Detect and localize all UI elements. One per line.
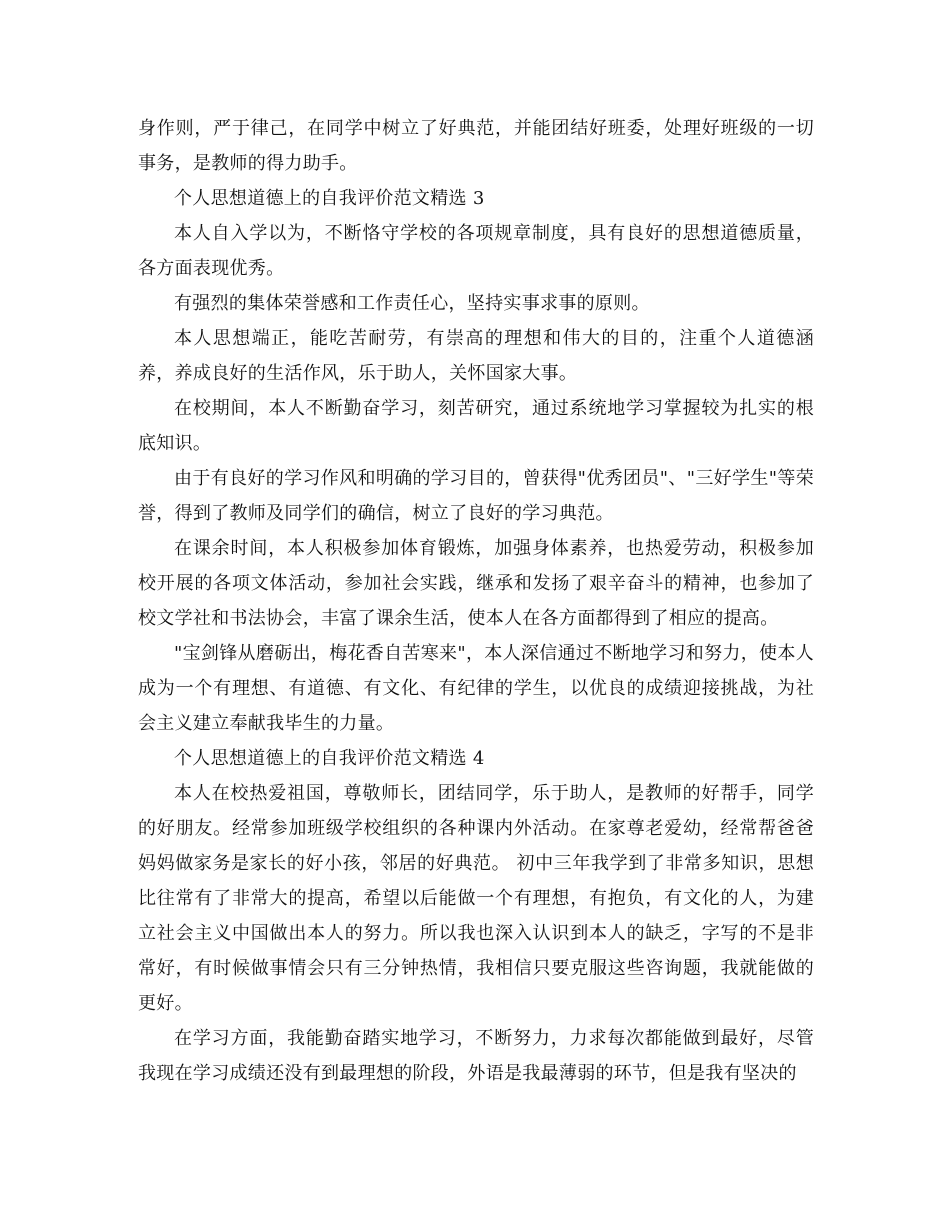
section-heading-3: 个人思想道德上的自我评价范文精选 3 — [174, 188, 485, 209]
document-body — [138, 111, 814, 1091]
paragraph: "宝剑锋从磨砺出，梅花香自苦寒来"，本人深信通过不断地学习和努力，使本人成为一个有理想、有道德、有文化、有纪律的学生，以优良的成绩迎接挑战，为社会主义建立奉献我毕生的力量。 — [138, 643, 814, 734]
paragraph: 本人思想端正，能吃苦耐劳，有崇高的理想和伟大的目的，注重个人道德涵养，养成良好的生活作风，乐于助人，关怀国家大事。 — [138, 328, 814, 384]
paragraph: 在课余时间，本人积极参加体育锻炼，加强身体素养，也热爱劳动，积极参加校开展的各项文体活动，参加社会实践，继承和发扬了艰辛奋斗的精神，也参加了校文学社和书法协会，丰富了课余生活，使本人在各方面都得到了相应的提高。 — [138, 538, 814, 629]
section-heading-4: 个人思想道德上的自我评价范文精选 4 — [174, 748, 485, 769]
paragraph: 本人在校热爱祖国，尊敬师长，团结同学，乐于助人，是教师的好帮手，同学的好朋友。经常参加班级学校组织的各种课内外活动。在家尊老爱幼，经常帮爸爸妈妈做家务是家长的好小孩，邻居的好典范。 初中三年我学到了非常多知识，思想比往常有了非常大的提高，希望以后能做一个有理想，有抱负，有文化的人，为建立社会主义中国做出本人的努力。所以我也深入认识到本人的缺乏，字写的不是非常好，有时候做事情会只有三分钟热情，我相信只要克服这些咨询题，我就能做的更好。 — [138, 783, 814, 1014]
paragraph: 在学习方面，我能勤奋踏实地学习，不断努力，力求每次都能做到最好，尽管我现在学习成绩还没有到最理想的阶段，外语是我最薄弱的环节，但是我有坚决的 — [138, 1028, 814, 1084]
paragraph: 在校期间，本人不断勤奋学习，刻苦研究，通过系统地学习掌握较为扎实的根底知识。 — [138, 398, 814, 454]
paragraph: 有强烈的集体荣誉感和工作责任心，坚持实事求事的原则。 — [174, 293, 650, 314]
paragraph-continued: 身作则，严于律己，在同学中树立了好典范，并能团结好班委，处理好班级的一切事务，是教师的得力助手。 — [138, 118, 814, 174]
paragraph: 本人自入学以为，不断恪守学校的各项规章制度，具有良好的思想道德质量，各方面表现优秀。 — [138, 223, 814, 279]
paragraph: 由于有良好的学习作风和明确的学习目的，曾获得"优秀团员"、"三好学生"等荣誉，得到了教师及同学们的确信，树立了良好的学习典范。 — [138, 468, 814, 524]
